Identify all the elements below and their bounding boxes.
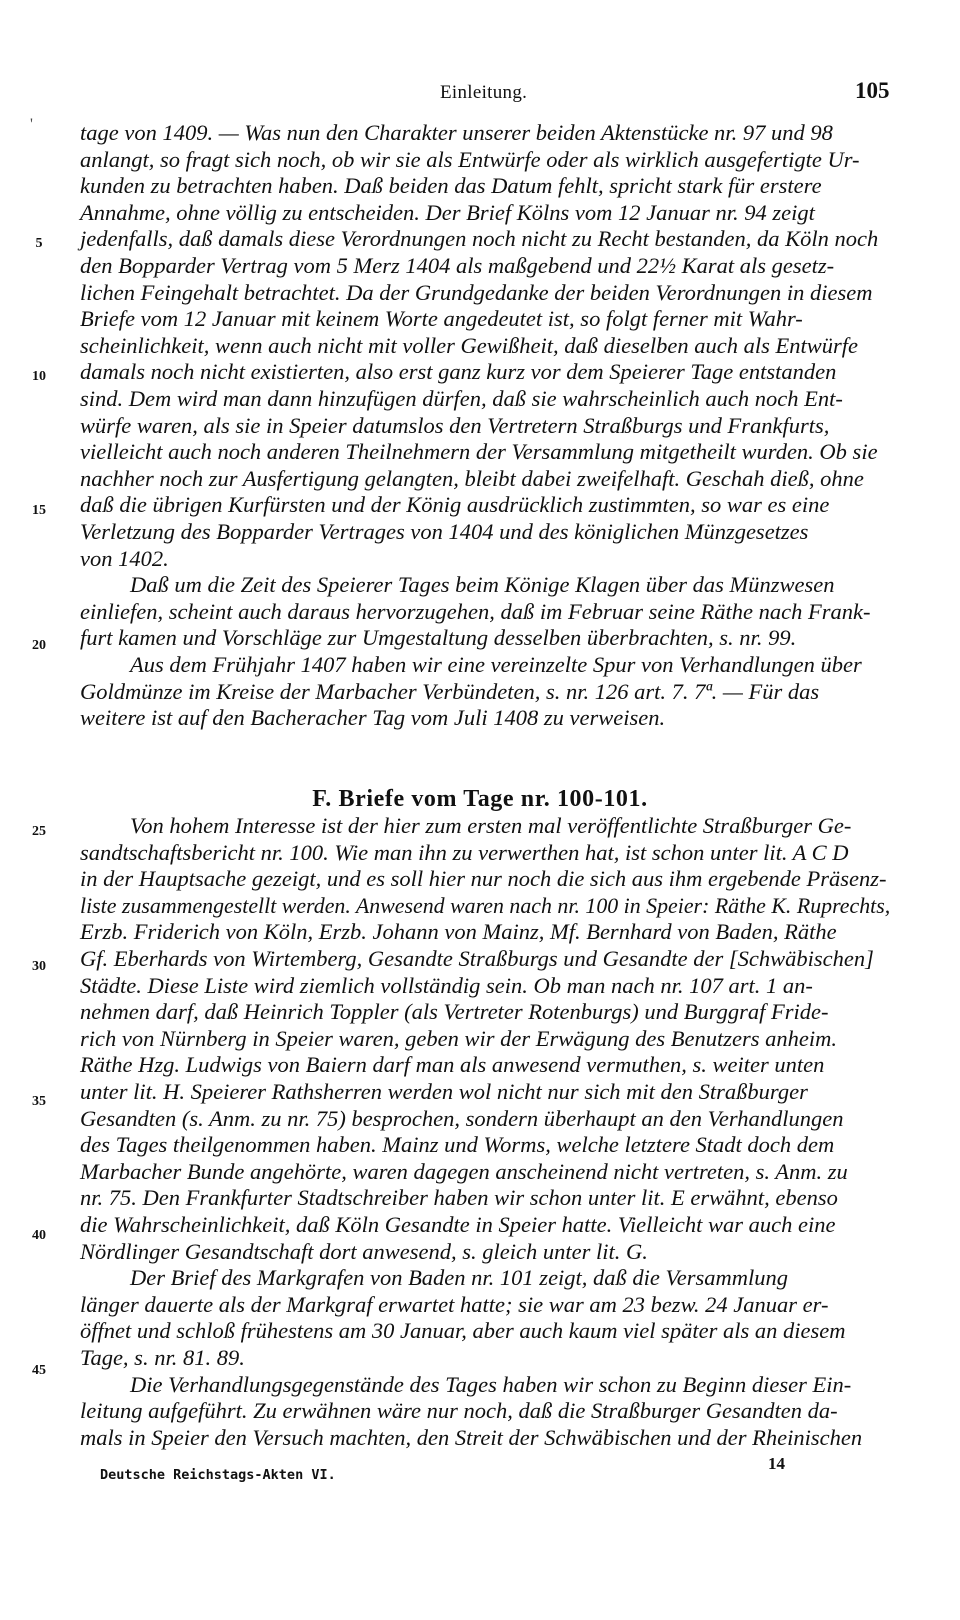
- text-line: Briefe vom 12 Januar mit keinem Worte angedeutet ist, so folgt ferner mit Wahr-: [80, 306, 803, 332]
- text-line: von 1402.: [80, 545, 169, 571]
- text-line: kunden zu betrachten haben. Daß beiden das Datum fehlt, spricht stark für erstere: [80, 173, 822, 199]
- text-line: unter lit. H. Speierer Rathsherren werden wol nicht nur sich mit den Straßburger: [80, 1079, 808, 1104]
- text-line: leitung aufgeführt. Zu erwähnen wäre nur noch, daß die Straßburger Gesandten da-: [80, 1398, 838, 1424]
- text-line: Marbacher Bunde angehörte, waren dagegen anscheinend nicht vertreten, s. Anm. zu: [80, 1158, 848, 1184]
- text-line: lichen Feingehalt betrachtet. Da der Grundgedanke der beiden Verordnungen in diesem: [80, 279, 873, 305]
- text-line: Von hohem Interesse ist der hier zum ersten mal veröffentlichte Straßburger Ge-: [130, 813, 852, 838]
- text-line: Tage, s. nr. 81. 89.: [80, 1345, 245, 1370]
- text-line: einliefen, scheint auch daraus hervorzugehen, daß im Februar seine Räthe nach Frank-: [80, 598, 871, 624]
- text-line: jedenfalls, daß damals diese Verordnungen noch nicht zu Recht bestanden, da Köln noch: [80, 226, 879, 252]
- text-line: den Bopparder Vertrag vom 5 Merz 1404 als maßgebend und 22½ Karat als gesetz-: [80, 253, 835, 278]
- text-line: Erzb. Friderich von Köln, Erzb. Johann von Mainz, Mf. Bernhard von Baden, Räthe: [80, 919, 837, 945]
- text-line: des Tages theilgenommen haben. Mainz und Worms, welche letztere Stadt doch dem: [80, 1132, 835, 1158]
- line-number: 10: [32, 369, 46, 384]
- text-line: nr. 75. Den Frankfurter Stadtschreiber haben wir schon unter lit. E erwähnt, ebenso: [80, 1185, 838, 1211]
- text-line: Nördlinger Gesandtschaft dort anwesend, s. gleich unter lit. G.: [80, 1238, 648, 1264]
- text-line: länger dauerte als der Markgraf erwartet hatte; sie war am 23 bezw. 24 Januar er-: [80, 1291, 829, 1317]
- text-line: nehmen darf, daß Heinrich Toppler (als Vertreter Rotenburgs) und Burggraf Fride-: [80, 999, 829, 1025]
- line-number: 35: [32, 1094, 46, 1109]
- text-line: liste zusammengestellt werden. Anwesend waren nach nr. 100 in Speier: Räthe K. Ruprechts,: [80, 892, 891, 918]
- text-line: Goldmünze im Kreise der Marbacher Verbündeten, s. nr. 126 art. 7. 7ª. — Für das: [80, 678, 820, 704]
- text-line: mals in Speier den Versuch machten, den Streit der Schwäbischen und der Rheinischen: [80, 1424, 863, 1450]
- text-line: daß die übrigen Kurfürsten und der König ausdrücklich zustimmten, so war es eine: [80, 492, 830, 518]
- text-line: würfe waren, als sie in Speier datumslos den Vertretern Straßburgs und Frankfurts,: [80, 412, 830, 438]
- line-number: 15: [32, 503, 46, 518]
- text-line: sandtschaftsbericht nr. 100. Wie man ihn zu verwerthen hat, ist schon unter lit. A C D: [80, 839, 849, 865]
- text-line: tage von 1409. — Was nun den Charakter unserer beiden Aktenstücke nr. 97 und 98: [80, 120, 833, 145]
- footer-series-title: Deutsche Reichstags-Akten VI.: [100, 1467, 336, 1483]
- text-line: nachher noch zur Ausfertigung gelangten, bleibt dabei zweifelhaft. Geschah dieß, ohne: [80, 465, 864, 491]
- running-head-title: Einleitung.: [440, 82, 528, 103]
- text-line: Daß um die Zeit des Speierer Tages beim Könige Klagen über das Münzwesen: [130, 572, 835, 598]
- page-number: 105: [855, 78, 890, 103]
- text-line: Verletzung des Bopparder Vertrages von 1404 und des königlichen Münzgesetzes: [80, 519, 809, 544]
- text-line: Der Brief des Markgrafen von Baden nr. 101 zeigt, daß die Versammlung: [130, 1265, 789, 1291]
- text-line: Städte. Diese Liste wird ziemlich vollständig sein. Ob man nach nr. 107 art. 1 an-: [80, 972, 813, 998]
- text-line: Räthe Hzg. Ludwigs von Baiern darf man als anwesend vermuthen, s. weiter unten: [80, 1052, 825, 1078]
- text-line: anlangt, so fragt sich noch, ob wir sie als Entwürfe oder als wirklich ausgefertigte Ur-: [80, 146, 860, 172]
- margin-mark: ': [30, 116, 33, 133]
- text-line: scheinlichkeit, wenn auch nicht mit voller Gewißheit, daß dieselben auch als Entwürfe: [80, 332, 858, 358]
- text-line: weitere ist auf den Bacheracher Tag vom Juli 1408 zu verweisen.: [80, 705, 666, 731]
- text-line: sind. Dem wird man dann hinzufügen dürfen, daß sie wahrscheinlich auch noch Ent-: [80, 386, 843, 411]
- text-line: Gf. Eberhards von Wirtemberg, Gesandte Straßburgs und Gesandte der [Schwäbischen]: [80, 946, 874, 971]
- text-line: Annahme, ohne völlig zu entscheiden. Der Brief Kölns vom 12 Januar nr. 94 zeigt: [80, 199, 815, 225]
- text-line: Aus dem Frühjahr 1407 haben wir eine vereinzelte Spur von Verhandlungen über: [130, 652, 862, 677]
- text-line: Die Verhandlungsgegenstände des Tages haben wir schon zu Beginn dieser Ein-: [130, 1371, 852, 1397]
- text-line: Gesandten (s. Anm. zu nr. 75) besprochen, sondern überhaupt an den Verhandlungen: [80, 1105, 844, 1131]
- text-line: furt kamen und Vorschläge zur Umgestaltung desselben überbrachten, s. nr. 99.: [80, 625, 797, 651]
- text-line: in der Hauptsache gezeigt, und es soll hier nur noch die sich aus ihm ergebende Präsenz-: [80, 866, 887, 892]
- footer-signature-mark: 14: [768, 1454, 785, 1473]
- text-line: damals noch nicht existierten, also erst ganz kurz vor dem Speierer Tage entstanden: [80, 359, 837, 385]
- line-number: 40: [32, 1228, 46, 1243]
- text-line: öffnet und schloß frühestens am 30 Januar, aber auch kaum viel später als an diesem: [80, 1318, 846, 1344]
- line-number: 5: [35, 236, 43, 251]
- text-line: vielleicht auch noch anderen Theilnehmern der Versammlung mitgetheilt wurden. Ob sie: [80, 439, 878, 465]
- line-number: 25: [32, 824, 46, 839]
- section-heading: F. Briefe vom Tage nr. 100-101.: [312, 786, 648, 812]
- line-number: 30: [32, 959, 46, 974]
- line-number: 45: [32, 1363, 46, 1378]
- line-number: 20: [32, 638, 46, 653]
- text-line: rich von Nürnberg in Speier waren, geben wir der Erwägung des Benutzers anheim.: [80, 1025, 838, 1051]
- text-line: die Wahrscheinlichkeit, daß Köln Gesandte in Speier hatte. Vielleicht war auch eine: [80, 1212, 836, 1237]
